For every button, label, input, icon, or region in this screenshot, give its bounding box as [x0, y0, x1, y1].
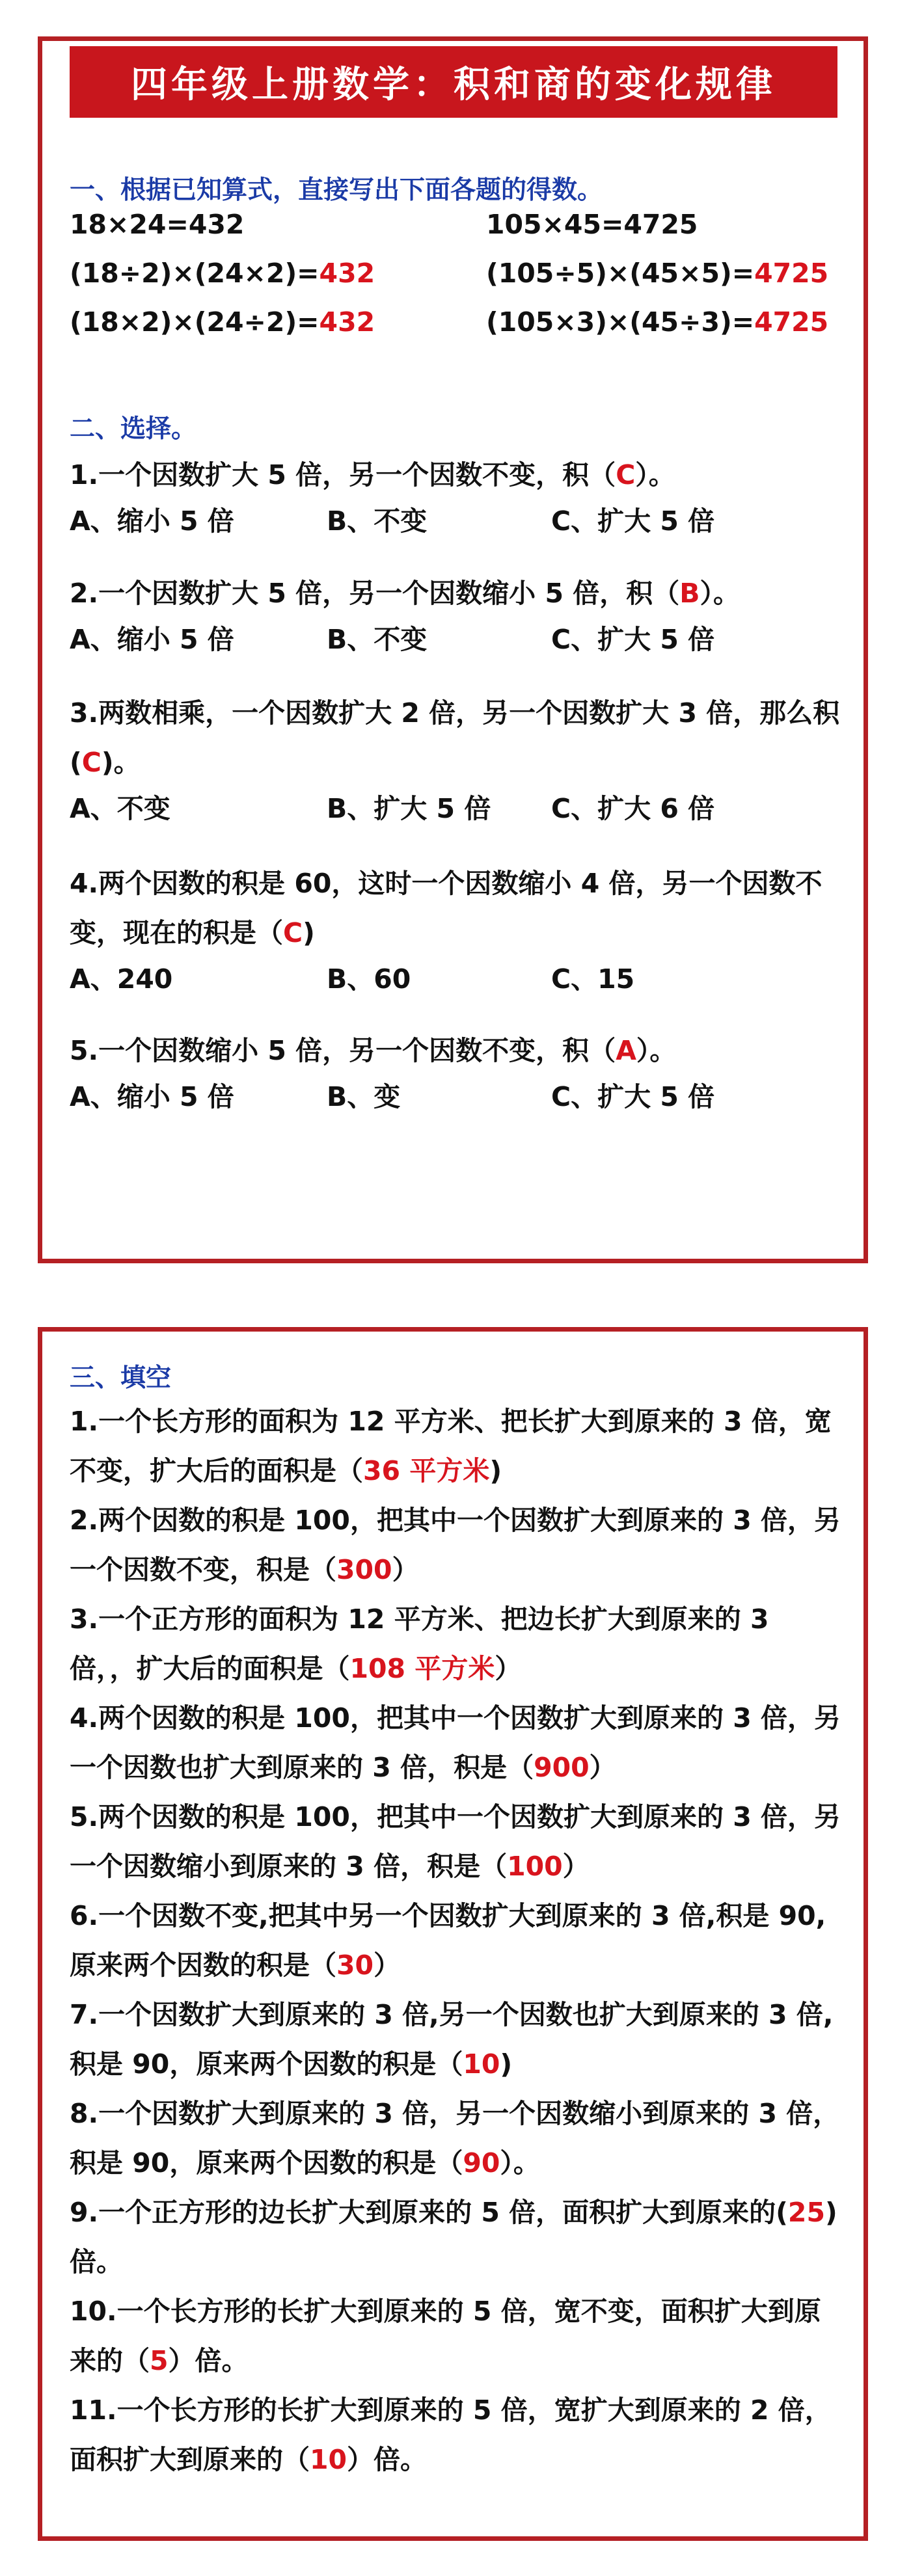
section-1-heading: 一、根据已知算式，直接写出下面各题的得数。: [70, 176, 603, 205]
list-item: 4.两个因数的积是 100，把其中一个因数扩大到原来的 3 倍，另一个因数也扩大到原来的 3 倍，积是（900）: [70, 1702, 841, 1783]
worksheet-card-top: [38, 36, 868, 1263]
question-3: 3.两数相乘，一个因数扩大 2 倍，另一个因数扩大 3 倍，那么积(C)。 A、不变 B、扩大 5 倍 C、扩大 6 倍: [70, 688, 844, 835]
options-row: A、缩小 5 倍 B、变 C、扩大 5 倍: [70, 1081, 715, 1112]
list-item: 6.一个因数不变,把其中另一个因数扩大到原来的 3 倍,积是 90,原来两个因数的积是（30）: [70, 1900, 826, 1981]
page-title: 四年级上册数学：积和商的变化规律: [131, 63, 776, 106]
fill-in-list: [70, 1397, 844, 2484]
options-row: A、缩小 5 倍 B、不变 C、扩大 5 倍: [70, 505, 715, 537]
list-item: 10.一个长方形的长扩大到原来的 5 倍，宽不变，面积扩大到原来的（5）倍。: [70, 2296, 821, 2376]
list-item: 3.一个正方形的面积为 12 平方米、把边长扩大到原来的 3 倍，，扩大后的面积是（108 平方米）: [70, 1603, 769, 1684]
question-5: 5.一个因数缩小 5 倍，另一个因数不变，积（A）。 A、缩小 5 倍 B、变 C、扩大 5 倍: [70, 1026, 844, 1123]
equation-row: (18÷2)×(24×2)=432 (105÷5)×(45×5)=4725: [70, 258, 829, 289]
list-item: 2.两个因数的积是 100，把其中一个因数扩大到原来的 3 倍，另一个因数不变，积是（300）: [70, 1505, 841, 1585]
list-item: 5.两个因数的积是 100，把其中一个因数扩大到原来的 3 倍，另一个因数缩小到原来的 3 倍，积是（100）: [70, 1801, 841, 1882]
section-2-heading: 二、选择。: [70, 414, 197, 444]
question-2: 2.一个因数扩大 5 倍，另一个因数缩小 5 倍，积（B）。 A、缩小 5 倍 B、不变 C、扩大 5 倍: [70, 569, 844, 666]
list-item: 1.一个长方形的面积为 12 平方米、把长扩大到原来的 3 倍，宽不变，扩大后的面积是（36 平方米): [70, 1406, 832, 1486]
list-item: 8.一个因数扩大到原来的 3 倍，另一个因数缩小到原来的 3 倍，积是 90，原来两个因数的积是（90）。: [70, 2098, 840, 2179]
options-row: A、不变 B、扩大 5 倍 C、扩大 6 倍: [70, 793, 715, 824]
equation-row: 18×24=432 105×45=4725: [70, 209, 698, 240]
section-1-equations: [70, 209, 844, 355]
question-1: 1.一个因数扩大 5 倍，另一个因数不变，积（C）。 A、缩小 5 倍 B、不变 C、扩大 5 倍: [70, 451, 844, 548]
title-banner: [70, 46, 837, 118]
question-4: 4.两个因数的积是 60，这时一个因数缩小 4 倍，另一个因数不变，现在的积是（C) A、240 B、60 C、15: [70, 859, 844, 1006]
options-row: A、240 B、60 C、15: [70, 963, 635, 995]
section-3-heading: 三、填空: [70, 1363, 172, 1393]
equation-row: (18×2)×(24÷2)=432 (105×3)×(45÷3)=4725: [70, 306, 829, 338]
list-item: 7.一个因数扩大到原来的 3 倍,另一个因数也扩大到原来的 3 倍,积是 90，原来两个因数的积是（10): [70, 1999, 834, 2080]
worksheet-card-bottom: [38, 1327, 868, 2541]
list-item: 9.一个正方形的边长扩大到原来的 5 倍，面积扩大到原来的(25)倍。: [70, 2197, 837, 2277]
options-row: A、缩小 5 倍 B、不变 C、扩大 5 倍: [70, 624, 715, 655]
list-item: 11.一个长方形的长扩大到原来的 5 倍，宽扩大到原来的 2 倍，面积扩大到原来的（10）倍。: [70, 2395, 832, 2475]
